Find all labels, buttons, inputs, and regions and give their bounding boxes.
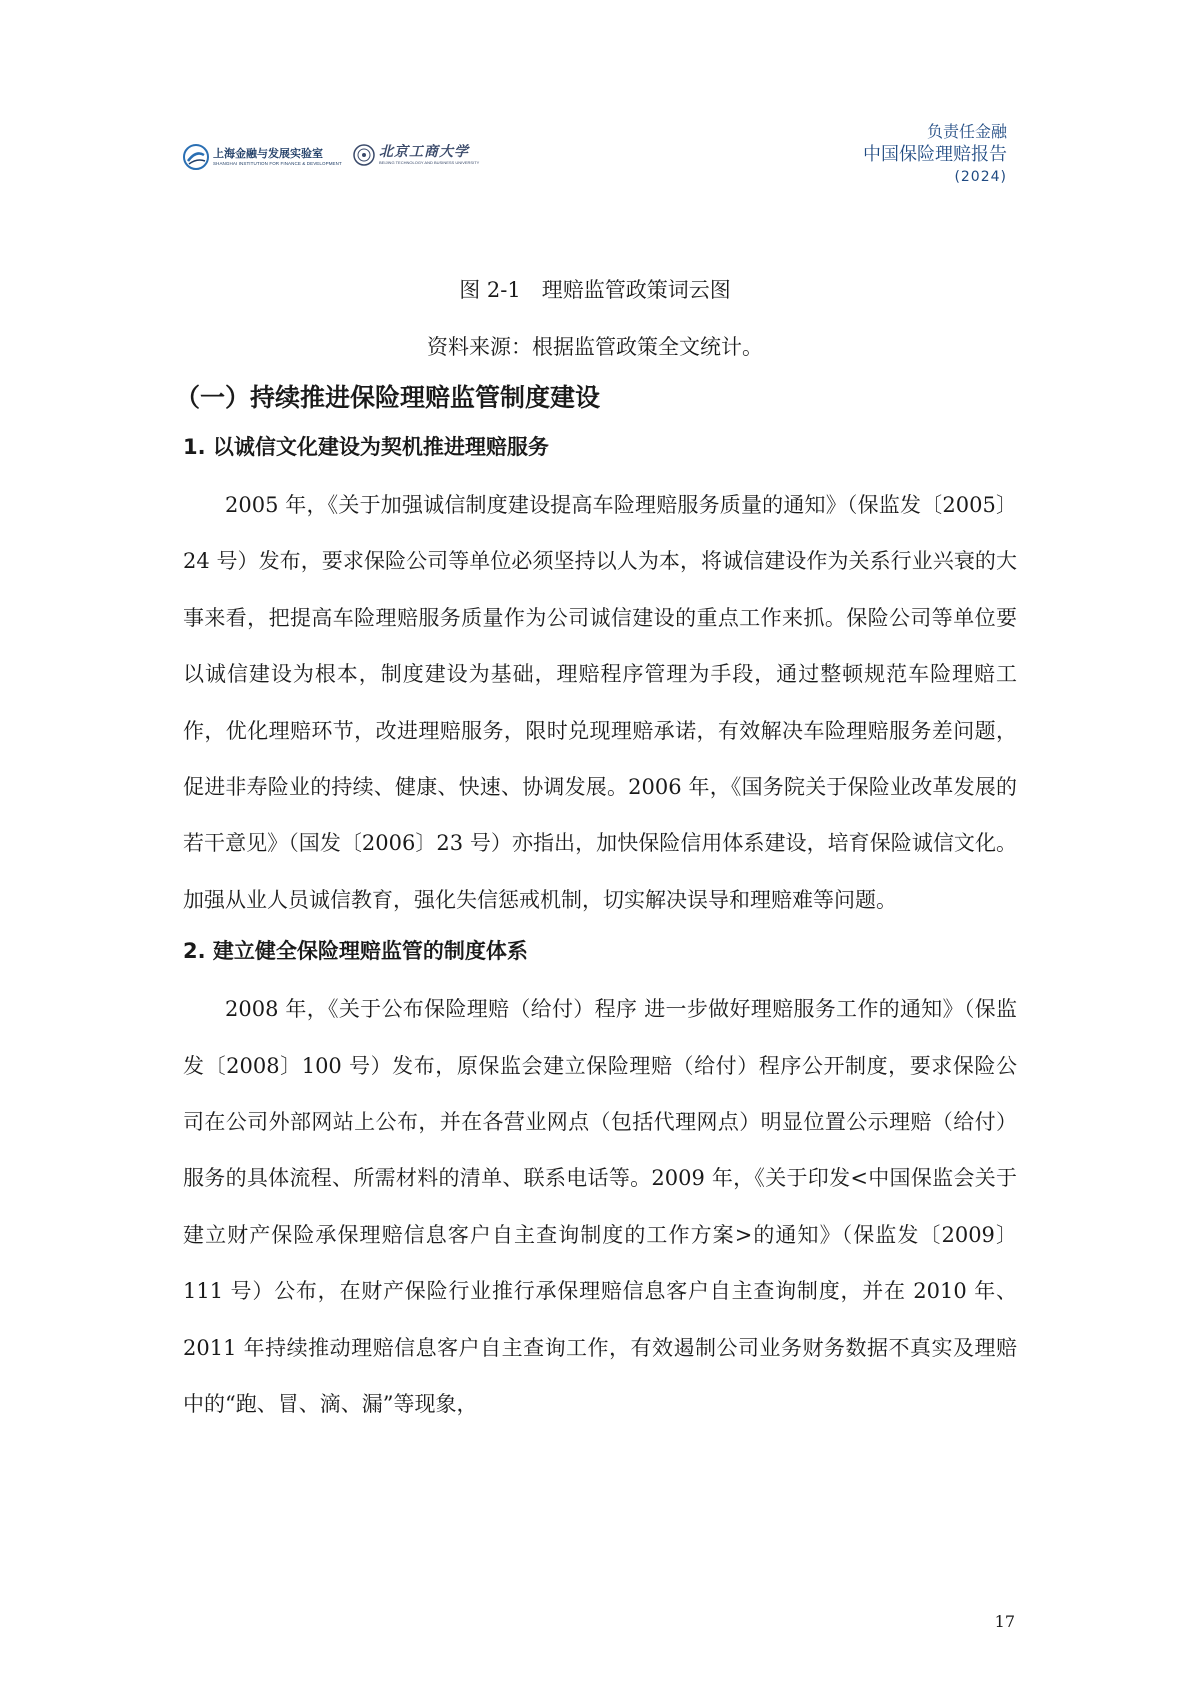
series-line-2: 中国保险理赔报告 [863,144,1007,165]
subsection-title: 2. 建立健全保险理赔监管的制度体系 [183,939,528,964]
body-paragraph: 2008 年，《关于公布保险理赔（给付）程序 进一步做好理赔服务工作的通知》（保监发〔2008〕100 号）发布，原保监会建立保险理赔（给付）程序公开制度，要求保险公司在公司外部网站上公布，并在各营业网点（包括代理网点）明显位置公示理赔（给付）服务的具体流程、所需材料的清单、联系电话等。2009 年，《关于印发<中国保监会关于建立财产保险承保理赔信息客户自主查询制度的工作方案>的通知》（保监发〔2009〕111 号）公布，在财产保险行业推行承保理赔信息客户自主查询制度，并在 2010 年、2011 年持续推动理赔信息客户自主查询工作，有效遏制公司业务财务数据不真实及理赔中的“跑、冒、滴、漏”等现象， [183,997,1017,1417]
body-paragraph: 2005 年，《关于加强诚信制度建设提高车险理赔服务质量的通知》（保监发〔2005〕24 号）发布，要求保险公司等单位必须坚持以人为本，将诚信建设作为关系行业兴衰的大事来看，把提高车险理赔服务质量作为公司诚信建设的重点工作来抓。保险公司等单位要以诚信建设为根本，制度建设为基础，理赔程序管理为手段，通过整顿规范车险理赔工作，优化理赔环节，改进理赔服务，限时兑现理赔承诺，有效解决车险理赔服务差问题，促进非寿险业的持续、健康、快速、协调发展。2006 年，《国务院关于保险业改革发展的若干意见》（国发〔2006〕23 号）亦指出，加快保险信用体系建设，培育保险诚信文化。加强从业人员诚信教育，强化失信惩戒机制，切实解决误导和理赔难等问题。 [183,493,1017,912]
figure-caption: 图 2-1 理赔监管政策词云图 [459,278,731,302]
main-content [175,378,1017,1433]
figure-source: 资料来源：根据监管政策全文统计。 [427,335,763,359]
shanghai-institution-logo [183,144,342,170]
section-title: （一）持续推进保险理赔监管制度建设 [175,383,601,412]
page-header [0,0,1190,200]
logo2-name-cn: 北京工商大学 [379,144,469,160]
page-number: 17 [994,1612,1015,1631]
subsection-title: 1. 以诚信文化建设为契机推进理赔服务 [183,435,549,459]
logo1-name-cn: 上海金融与发展实验室 [213,147,323,160]
series-line-3: (2024) [954,169,1007,185]
logo1-name-en: SHANGHAI INSTITUTION FOR FINANCE & DEVELOPMENT [213,161,342,166]
btbu-logo [353,144,479,166]
sifd-logo-icon [183,144,209,170]
logo2-name-en: BEIJING TECHNOLOGY AND BUSINESS UNIVERSITY [379,160,480,165]
report-series-title [863,121,1007,187]
btbu-seal-icon [353,144,375,166]
series-line-1: 负责任金融 [926,122,1007,141]
